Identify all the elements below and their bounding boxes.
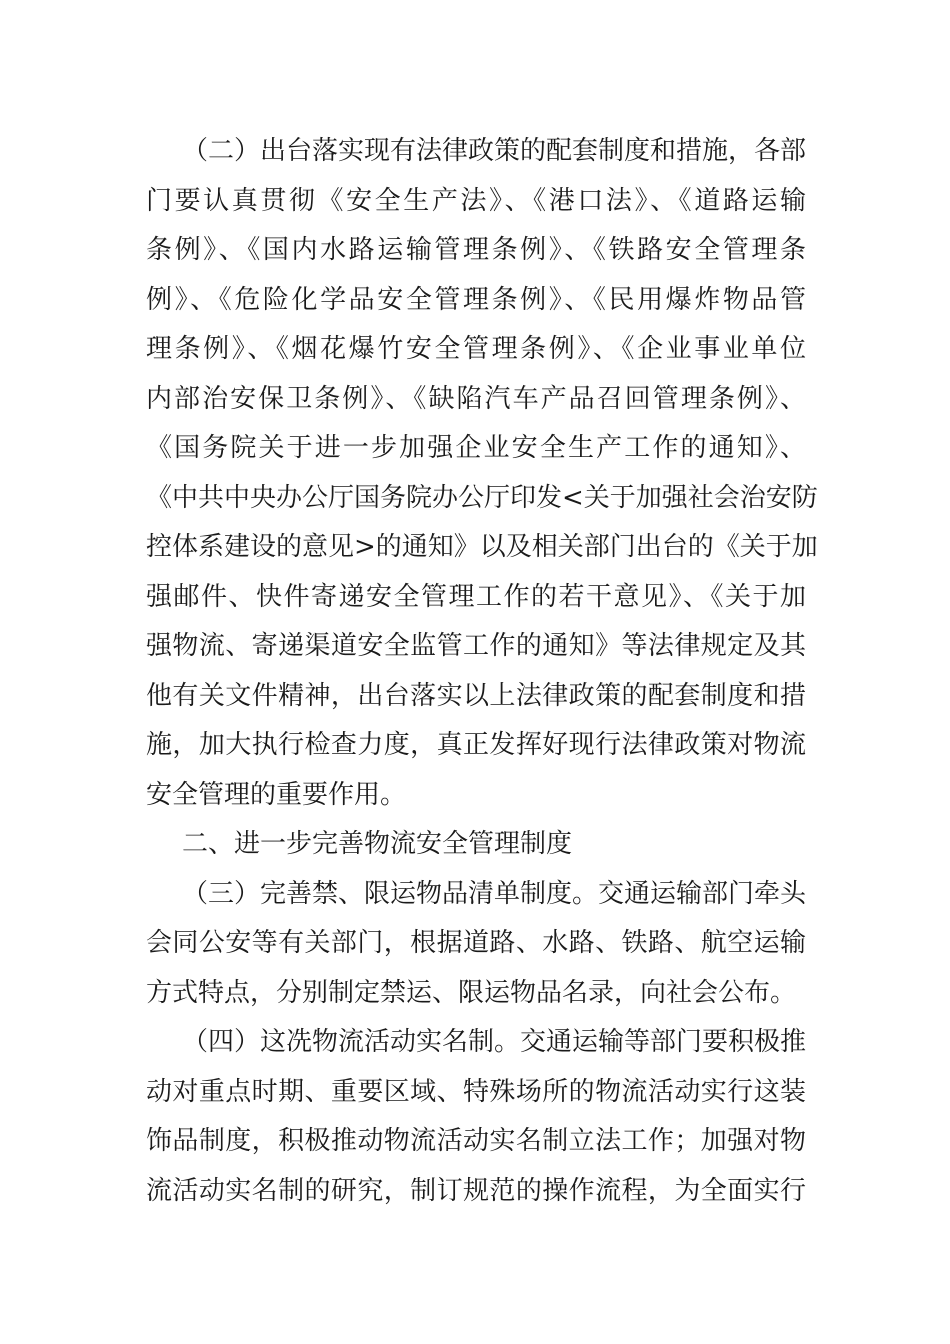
paragraph-2-line: 施，加大执行检查力度，真正发挥好现行法律政策对物流: [146, 730, 806, 760]
paragraph-4-line: 流活动实名制的研究，制订规范的操作流程，为全面实行: [146, 1175, 806, 1206]
paragraph-2-line: 《中共中央办公厅国务院办公厅印发<关于加强社会治安防: [146, 482, 818, 513]
document-body: [146, 127, 818, 1216]
paragraph-2-line: 控体系建设的意见>的通知》以及相关部门出台的《关于加: [146, 532, 818, 562]
paragraph-2-line: 强邮件、快件寄递安全管理工作的若干意见》、《关于加: [146, 581, 806, 612]
paragraph-2-line: 例》、《危险化学品安全管理条例》、《民用爆炸物品管: [146, 284, 806, 315]
paragraph-4-line: 动对重点时期、重要区域、特殊场所的物流活动实行这装: [146, 1076, 806, 1107]
paragraph-2-line: 条例》、《国内水路运输管理条例》、《铁路安全管理条: [146, 235, 806, 265]
paragraph-2-line: 他有关文件精神，出台落实以上法律政策的配套制度和措: [146, 680, 806, 711]
paragraph-2-line: （二）出台落实现有法律政策的配套制度和措施，各部: [182, 136, 807, 166]
paragraph-2-line: 门要认真贯彻《安全生产法》、《港口法》、《道路运输: [146, 185, 806, 216]
paragraph-3-line: （三）完善禁、限运物品清单制度。交通运输部门牵头: [182, 878, 807, 909]
paragraph-2-line: 理条例》、《烟花爆竹安全管理条例》、《企业事业单位: [146, 334, 806, 364]
paragraph-3-line: 方式特点，分别制定禁运、限运物品名录，向社会公布。: [146, 977, 797, 1008]
paragraph-2-line: 安全管理的重要作用。: [146, 779, 407, 810]
paragraph-2-line: 内部治安保卫条例》、《缺陷汽车产品召回管理条例》、: [146, 383, 806, 414]
paragraph-4-line: 饰品制度，积极推动物流活动实名制立法工作；加强对物: [146, 1126, 806, 1156]
paragraph-2-line: 强物流、寄递渠道安全监管工作的通知》等法律规定及其: [146, 631, 806, 661]
section-heading: 二、进一步完善物流安全管理制度: [182, 829, 573, 859]
paragraph-3-line: 会同公安等有关部门，根据道路、水路、铁路、航空运输: [146, 928, 806, 958]
paragraph-2-line: 《国务院关于进一步加强企业安全生产工作的通知》、: [146, 433, 806, 463]
paragraph-4-line: （四）这冼物流活动实名制。交通运输等部门要积极推: [182, 1027, 807, 1057]
